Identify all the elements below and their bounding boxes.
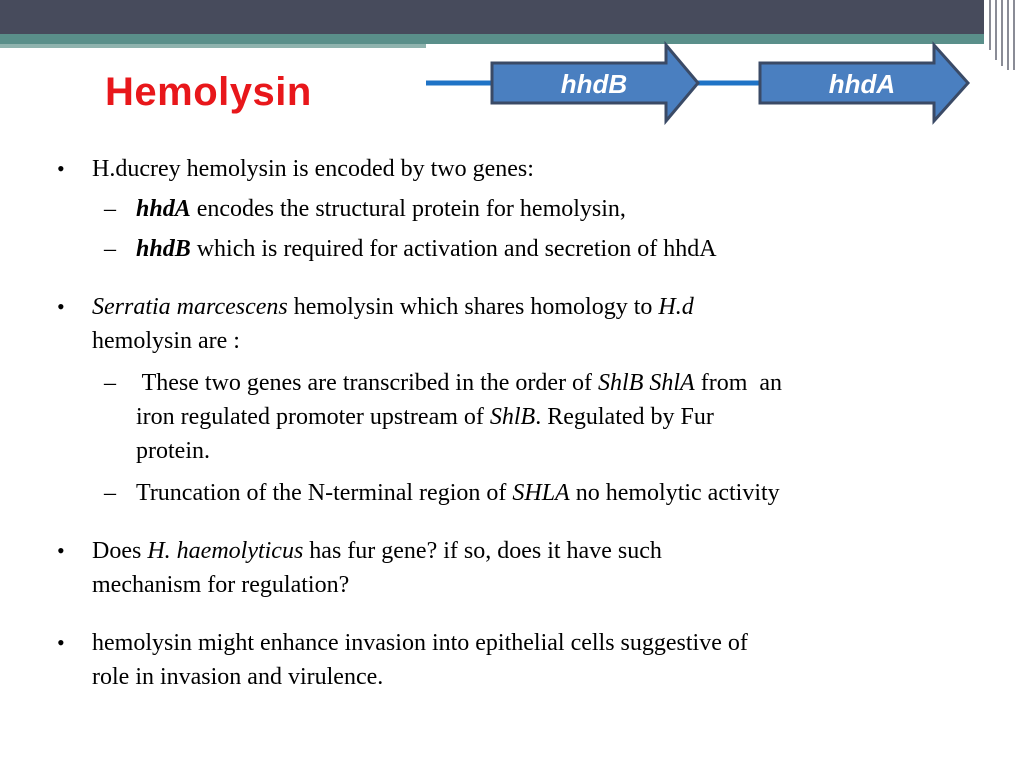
bullet-4-line-2	[92, 660, 972, 694]
slide-title: Hemolysin	[105, 70, 312, 114]
bullet-1-sub-2	[136, 232, 996, 266]
gene-shlb-shla: ShlB ShlA	[598, 370, 695, 396]
dash-marker: –	[104, 480, 116, 506]
bullet-1-sub-1	[136, 192, 996, 226]
bullet-4-text: role in invasion and virulence.	[92, 664, 384, 690]
gene-shlb: ShlB	[489, 404, 536, 430]
dash-marker: –	[104, 196, 116, 222]
sub-text: Truncation of the N-terminal region of	[136, 480, 513, 506]
bullet-2-text-a: hemolysin which shares homology to	[287, 294, 659, 320]
sub-text: . Regulated by Fur	[535, 404, 714, 430]
sub-text: protein.	[136, 438, 210, 464]
sub-2-text: which is required for activation and secretion of hhdA	[190, 236, 717, 262]
bullet-4-text: hemolysin might enhance invasion into epithelial cells suggestive of	[92, 630, 748, 656]
bullet-1	[92, 152, 972, 186]
bullet-marker: •	[57, 630, 65, 655]
dash-marker: –	[104, 236, 116, 262]
bullet-2-text-b: hemolysin are :	[92, 328, 240, 354]
bullet-3-text: mechanism for regulation?	[92, 572, 350, 598]
bullet-1-text: H.ducrey hemolysin is encoded by two genes:	[92, 156, 534, 182]
sub-text: iron regulated promoter upstream of	[136, 404, 490, 430]
org-serratia: Serratia marcescens	[92, 294, 288, 320]
gene-hhdA: hhdA	[136, 196, 191, 222]
bullet-3-line-1	[92, 534, 972, 568]
gene-hhdB: hhdB	[136, 236, 191, 262]
bullet-4-line-1	[92, 626, 972, 660]
bullet-3-line-2	[92, 568, 972, 602]
bullet-2-sub-1-line-2	[136, 400, 996, 434]
gene-shla: SHLA	[512, 480, 570, 506]
bullet-3-text: has fur gene? if so, does it have such	[303, 538, 662, 564]
dash-marker: –	[104, 370, 116, 396]
sub-text: from an	[694, 370, 783, 396]
org-haemolyticus: H. haemolyticus	[147, 538, 304, 564]
sub-1-text: encodes the structural protein for hemolysin,	[190, 196, 626, 222]
bullet-2-line-1	[92, 290, 972, 324]
org-hd: H.d	[658, 294, 694, 320]
bullet-2-line-2	[92, 324, 972, 358]
sub-text: These two genes are transcribed in the order of	[136, 370, 599, 396]
gene-label-hhdB: hhdB	[560, 69, 628, 99]
bullet-marker: •	[57, 156, 65, 181]
bullet-2-sub-1-line-1	[136, 366, 996, 400]
bullet-3-text: Does	[92, 538, 148, 564]
gene-label-hhdA: hhdA	[828, 69, 896, 99]
bullet-marker: •	[57, 294, 65, 319]
bullet-2-sub-2	[136, 476, 996, 510]
bullet-2-sub-1-line-3	[136, 434, 996, 468]
sub-text: no hemolytic activity	[569, 480, 780, 506]
bullet-marker: •	[57, 538, 65, 563]
